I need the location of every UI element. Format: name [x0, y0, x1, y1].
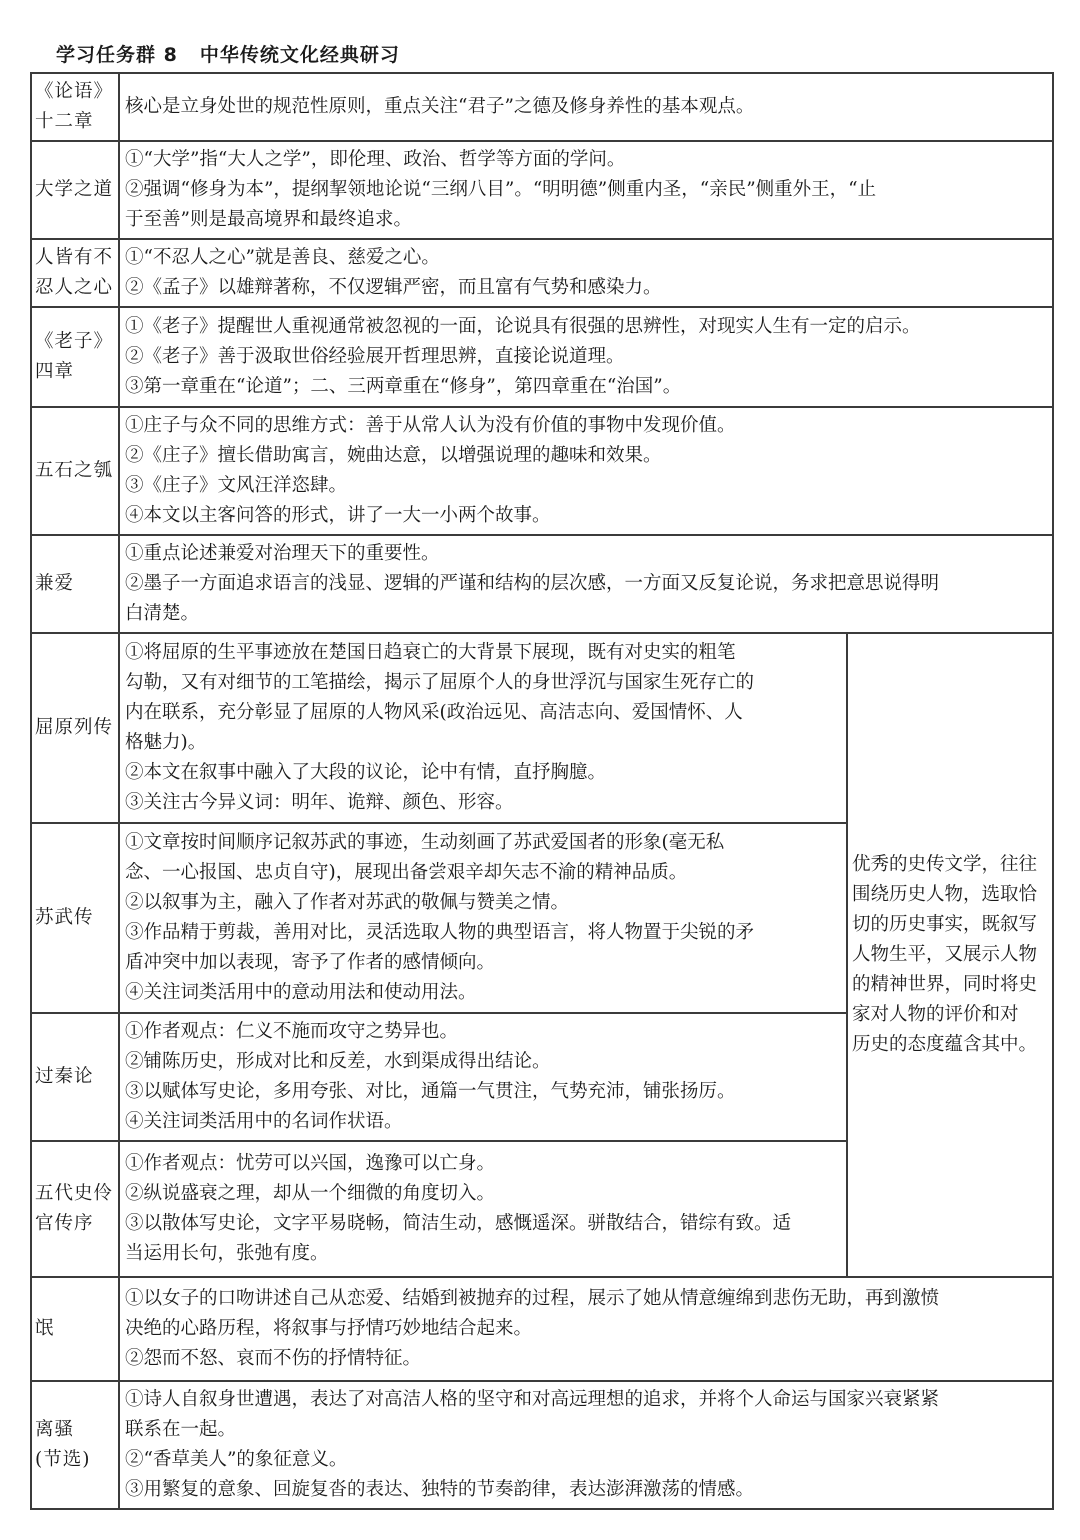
- note-line: ④关注词类活用中的意动用法和使动用法。: [125, 982, 477, 1003]
- note-line: 联系在一起。: [125, 1419, 237, 1440]
- notes-cell: [119, 407, 1053, 535]
- note-line: ②《老子》善于汲取世俗经验展开哲理思辨，直接论说道理。: [125, 346, 625, 367]
- note-line: ②怨而不怒、哀而不伤的抒情特征。: [125, 1348, 422, 1369]
- text-title-cell: [31, 73, 119, 141]
- note-line: ③以赋体写史论，多用夸张、对比，通篇一气贯注，气势充沛，铺张扬厉。: [125, 1081, 736, 1102]
- notes-cell: [119, 141, 1053, 239]
- note-line: ③以散体写史论，文字平易晓畅，简洁生动，感慨遥深。骈散结合，错综有致。适: [125, 1213, 792, 1234]
- text-title: 人皆有不: [35, 247, 114, 268]
- text-title-cell: [31, 407, 119, 535]
- note-line: ②《孟子》以雄辩著称，不仅逻辑严密，而且富有气势和感染力。: [125, 277, 662, 298]
- text-title: 五石之瓠: [35, 460, 114, 481]
- text-title: 《论语》: [35, 81, 114, 102]
- note-line: ①“不忍人之心”就是善良、慈爱之心。: [125, 247, 440, 268]
- note-line: ①将屈原的生平事迹放在楚国日趋衰亡的大背景下展现，既有对史实的粗笔: [125, 642, 736, 663]
- notes-cell: [119, 823, 847, 1013]
- text-title: 氓: [35, 1318, 55, 1339]
- summary-line: 家对人物的评价和对: [852, 1004, 1019, 1025]
- text-title: 忍人之心: [35, 277, 114, 298]
- summary-line: 优秀的史传文学，往往: [852, 854, 1038, 875]
- text-title-cell: [31, 1381, 119, 1509]
- notes-cell: [119, 535, 1053, 633]
- text-title: 大学之道: [35, 179, 114, 200]
- note-line: ①重点论述兼爱对治理天下的重要性。: [125, 543, 440, 564]
- summary-line: 围绕历史人物，选取恰: [852, 884, 1038, 905]
- text-title-cell: [31, 307, 119, 407]
- study-table: [30, 72, 1054, 1510]
- note-line: 于至善”则是最高境界和最终追求。: [125, 209, 412, 230]
- notes-cell: [119, 1381, 1053, 1509]
- summary-line: 人物生平，又展示人物: [852, 944, 1038, 965]
- table-row: [31, 1381, 1053, 1509]
- note-line: ①《老子》提醒世人重视通常被忽视的一面，论说具有很强的思辨性，对现实人生有一定的启示。: [125, 316, 921, 337]
- table-row: [31, 633, 1053, 823]
- note-line: ②强调“修身为本”，提纲挈领地论说“三纲八目”。“明明德”侧重内圣，“亲民”侧重外王，“止: [125, 179, 877, 200]
- text-title: 《老子》: [35, 331, 114, 352]
- note-line: 当运用长句，张弛有度。: [125, 1243, 329, 1264]
- notes-cell: [119, 1013, 847, 1141]
- note-line: ③《庄子》文风汪洋恣肆。: [125, 475, 348, 496]
- text-title-cell: [31, 239, 119, 307]
- notes-cell: [119, 633, 847, 823]
- note-line: ②以叙事为主，融入了作者对苏武的敬佩与赞美之情。: [125, 892, 570, 913]
- text-title: 十二章: [35, 111, 94, 132]
- note-line: 盾冲突中加以表现，寄予了作者的感情倾向。: [125, 952, 496, 973]
- note-line: ①诗人自叙身世遭遇，表达了对高洁人格的坚守和对高远理想的追求，并将个人命运与国家兴衰紧紧: [125, 1389, 940, 1410]
- text-title: 五代史伶: [35, 1183, 114, 1204]
- summary-line: 切的历史事实，既叙写: [852, 914, 1038, 935]
- note-line: 决绝的心路历程，将叙事与抒情巧妙地结合起来。: [125, 1318, 533, 1339]
- note-line: ③第一章重在“论道”；二、三两章重在“修身”，第四章重在“治国”。: [125, 376, 682, 397]
- text-title-cell: [31, 823, 119, 1013]
- text-title: 屈原列传: [35, 717, 114, 738]
- note-line: ③用繁复的意象、回旋复沓的表达、独特的节奏韵律，表达澎湃激荡的情感。: [125, 1479, 755, 1500]
- note-line: ①“大学”指“大人之学”，即伦理、政治、哲学等方面的学问。: [125, 149, 626, 170]
- table-row: [31, 73, 1053, 141]
- text-title-cell: [31, 1013, 119, 1141]
- summary-line: 历史的态度蕴含其中。: [852, 1034, 1038, 1055]
- note-line: 勾勒，又有对细节的工笔描绘，揭示了屈原个人的身世浮沉与国家生死存亡的: [125, 672, 755, 693]
- note-line: ③作品精于剪裁，善用对比，灵活选取人物的典型语言，将人物置于尖锐的矛: [125, 922, 755, 943]
- note-line: ①庄子与众不同的思维方式：善于从常人认为没有价值的事物中发现价值。: [125, 415, 736, 436]
- text-title: 兼爱: [35, 573, 75, 594]
- table-row: [31, 239, 1053, 307]
- note-line: ①以女子的口吻讲述自己从恋爱、结婚到被抛弃的过程，展示了她从情意缠绵到悲伤无助，再到激愤: [125, 1288, 940, 1309]
- table-row: [31, 407, 1053, 535]
- note-line: ③关注古今异义词：明年、诡辩、颜色、形容。: [125, 792, 514, 813]
- note-line: ②墨子一方面追求语言的浅显、逻辑的严谨和结构的层次感，一方面又反复论说，务求把意思说得明: [125, 573, 940, 594]
- note-line: ②本文在叙事中融入了大段的议论，论中有情，直抒胸臆。: [125, 762, 607, 783]
- note-line: 白清楚。: [125, 603, 200, 624]
- text-title: 官传序: [35, 1213, 94, 1234]
- notes-cell: [119, 1277, 1053, 1381]
- text-title-cell: [31, 1141, 119, 1277]
- note-line: ②铺陈历史，形成对比和反差，水到渠成得出结论。: [125, 1051, 551, 1072]
- notes-cell: [119, 1141, 847, 1277]
- notes-cell: [119, 307, 1053, 407]
- text-title-cell: [31, 535, 119, 633]
- note-line: ④关注词类活用中的名词作状语。: [125, 1111, 403, 1132]
- task-group-title: 中华传统文化经典研习: [199, 44, 400, 66]
- note-line: ②纵说盛衰之理，却从一个细微的角度切入。: [125, 1183, 496, 1204]
- text-title: 四章: [35, 361, 75, 382]
- notes-cell: [119, 73, 1053, 141]
- document-heading: [56, 40, 400, 67]
- task-group-code: 学习任务群 8: [56, 44, 178, 66]
- text-title-cell: [31, 1277, 119, 1381]
- note-line: 格魅力)。: [125, 732, 207, 753]
- table-row: [31, 307, 1053, 407]
- note-line: ②“香草美人”的象征意义。: [125, 1449, 348, 1470]
- text-title: 苏武传: [35, 907, 94, 928]
- note-line: ④本文以主客问答的形式，讲了一大一小两个故事。: [125, 505, 551, 526]
- table-row: [31, 535, 1053, 633]
- notes-cell: [119, 239, 1053, 307]
- note-line: ①文章按时间顺序记叙苏武的事迹，生动刻画了苏武爱国者的形象(毫无私: [125, 832, 725, 853]
- text-title: 离骚: [35, 1419, 75, 1440]
- note-line: 念、一心报国、忠贞自守)，展现出备尝艰辛却矢志不渝的精神品质。: [125, 862, 688, 883]
- note-line: 内在联系，充分彰显了屈原的人物风采(政治远见、高洁志向、爱国情怀、人: [125, 702, 743, 723]
- note-line: ①作者观点：仁义不施而攻守之势异也。: [125, 1021, 459, 1042]
- table-row: [31, 1277, 1053, 1381]
- text-title: 过秦论: [35, 1066, 94, 1087]
- note-line: ①作者观点：忧劳可以兴国，逸豫可以亡身。: [125, 1153, 496, 1174]
- note-line: ②《庄子》擅长借助寓言，婉曲达意，以增强说理的趣味和效果。: [125, 445, 662, 466]
- note-line: 核心是立身处世的规范性原则，重点关注“君子”之德及修身养性的基本观点。: [125, 96, 755, 117]
- historical-biography-summary-cell: [847, 633, 1053, 1277]
- text-title-cell: [31, 141, 119, 239]
- table-row: [31, 141, 1053, 239]
- text-title-cell: [31, 633, 119, 823]
- summary-line: 的精神世界，同时将史: [852, 974, 1038, 995]
- text-title: (节选): [35, 1449, 91, 1470]
